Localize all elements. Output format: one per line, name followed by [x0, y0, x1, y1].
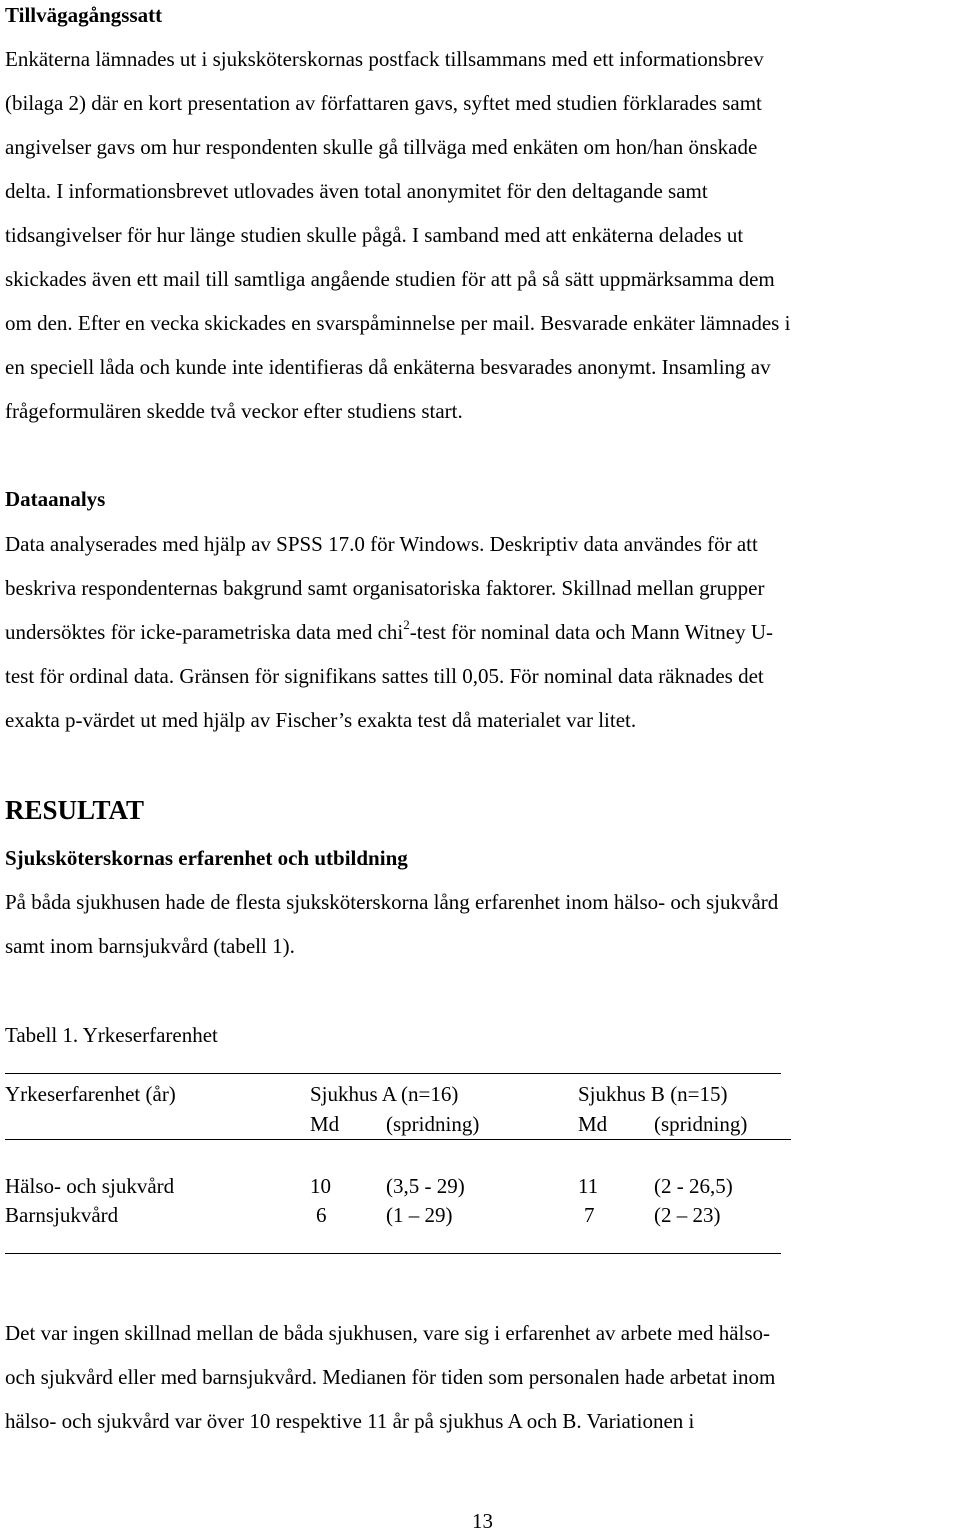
table-bottom-rule — [5, 1253, 781, 1254]
text-line: delta. I informationsbrevet utlovades även total anonymitet för den deltagande samt — [5, 179, 708, 203]
section-title-resultat: RESULTAT — [5, 795, 145, 825]
table-header-spridning-a: (spridning) — [386, 1112, 480, 1136]
paragraph-closing — [5, 1311, 960, 1443]
table-cell-b-range: (2 – 23) — [654, 1203, 721, 1227]
text-line: Det var ingen skillnad mellan de båda sjukhusen, vare sig i erfarenhet av arbete med hälso- — [5, 1321, 771, 1345]
text-line: frågeformulären skedde två veckor efter studiens start. — [5, 399, 463, 423]
table-header-rule — [5, 1139, 791, 1140]
table-header-col1: Yrkeserfarenhet (år) — [5, 1082, 176, 1106]
table-cell-a-range: (3,5 - 29) — [386, 1174, 465, 1198]
table-header-hospital-b: Sjukhus B (n=15) — [578, 1082, 728, 1106]
section-heading-tillvagagangssatt: Tillvägagångssatt — [5, 3, 163, 27]
table-header-md-a: Md — [310, 1112, 340, 1136]
text-line: samt inom barnsjukvård (tabell 1). — [5, 934, 295, 958]
section-heading-erfarenhet: Sjuksköterskornas erfarenhet och utbildning — [5, 846, 408, 870]
text-line: tidsangivelser för hur länge studien skulle pågå. I samband med att enkäterna delades ut — [5, 223, 744, 247]
section-heading-dataanalys: Dataanalys — [5, 487, 106, 511]
text-line: skickades även ett mail till samtliga angående studien för att på så sätt uppmärksamma dem — [5, 267, 775, 291]
text-line: (bilaga 2) där en kort presentation av författaren gavs, syftet med studien förklarades samt — [5, 91, 762, 115]
text-line: Enkäterna lämnades ut i sjuksköterskornas postfack tillsammans med ett informationsbrev — [5, 47, 764, 71]
text-fragment: undersöktes för icke-parametriska data med chi — [5, 620, 404, 644]
table-header-hospital-a: Sjukhus A (n=16) — [310, 1082, 459, 1106]
text-line: hälso- och sjukvård var över 10 respektive 11 år på sjukhus A och B. Variationen i — [5, 1409, 695, 1433]
text-fragment: -test för nominal data och Mann Witney U- — [409, 620, 774, 644]
table-header-md-b: Md — [578, 1112, 608, 1136]
text-line: och sjukvård eller med barnsjukvård. Medianen för tiden som personalen hade arbetat inom — [5, 1365, 776, 1389]
table-cell-label: Hälso- och sjukvård — [5, 1174, 175, 1198]
table-top-rule — [5, 1073, 781, 1074]
text-line: angivelser gavs om hur respondenten skulle gå tillväga med enkäten om hon/han önskade — [5, 135, 758, 159]
table-cell-a-md: 10 — [310, 1174, 331, 1198]
table-cell-a-md: 6 — [316, 1203, 327, 1227]
text-line — [5, 610, 960, 654]
table-cell-b-md: 11 — [578, 1174, 599, 1198]
text-line: På båda sjukhusen hade de flesta sjuksköterskorna lång erfarenhet inom hälso- och sjukvård — [5, 890, 779, 914]
text-line: exakta p-värdet ut med hjälp av Fischer’s exakta test då materialet var litet. — [5, 708, 637, 732]
text-line: beskriva respondenternas bakgrund samt organisatoriska faktorer. Skillnad mellan grupper — [5, 576, 765, 600]
paragraph-resultat — [5, 880, 960, 968]
page-number: 13 — [472, 1509, 493, 1533]
table-cell-b-md: 7 — [584, 1203, 595, 1227]
text-line: om den. Efter en vecka skickades en svarspåminnelse per mail. Besvarade enkäter lämnades i — [5, 311, 791, 335]
table-caption: Tabell 1. Yrkeserfarenhet — [5, 1023, 218, 1047]
paragraph-dataanalys — [5, 522, 960, 742]
table-cell-b-range: (2 - 26,5) — [654, 1174, 733, 1198]
text-line: en speciell låda och kunde inte identifieras då enkäterna besvarades anonymt. Insamling av — [5, 355, 771, 379]
paragraph-tillvagagangssatt — [5, 37, 960, 433]
table-cell-label: Barnsjukvård — [5, 1203, 119, 1227]
text-line: test för ordinal data. Gränsen för signifikans sattes till 0,05. För nominal data räknades det — [5, 664, 764, 688]
text-line: Data analyserades med hjälp av SPSS 17.0 för Windows. Deskriptiv data användes för att — [5, 532, 758, 556]
table-header-spridning-b: (spridning) — [654, 1112, 748, 1136]
table-cell-a-range: (1 – 29) — [386, 1203, 453, 1227]
superscript: 2 — [403, 617, 410, 632]
